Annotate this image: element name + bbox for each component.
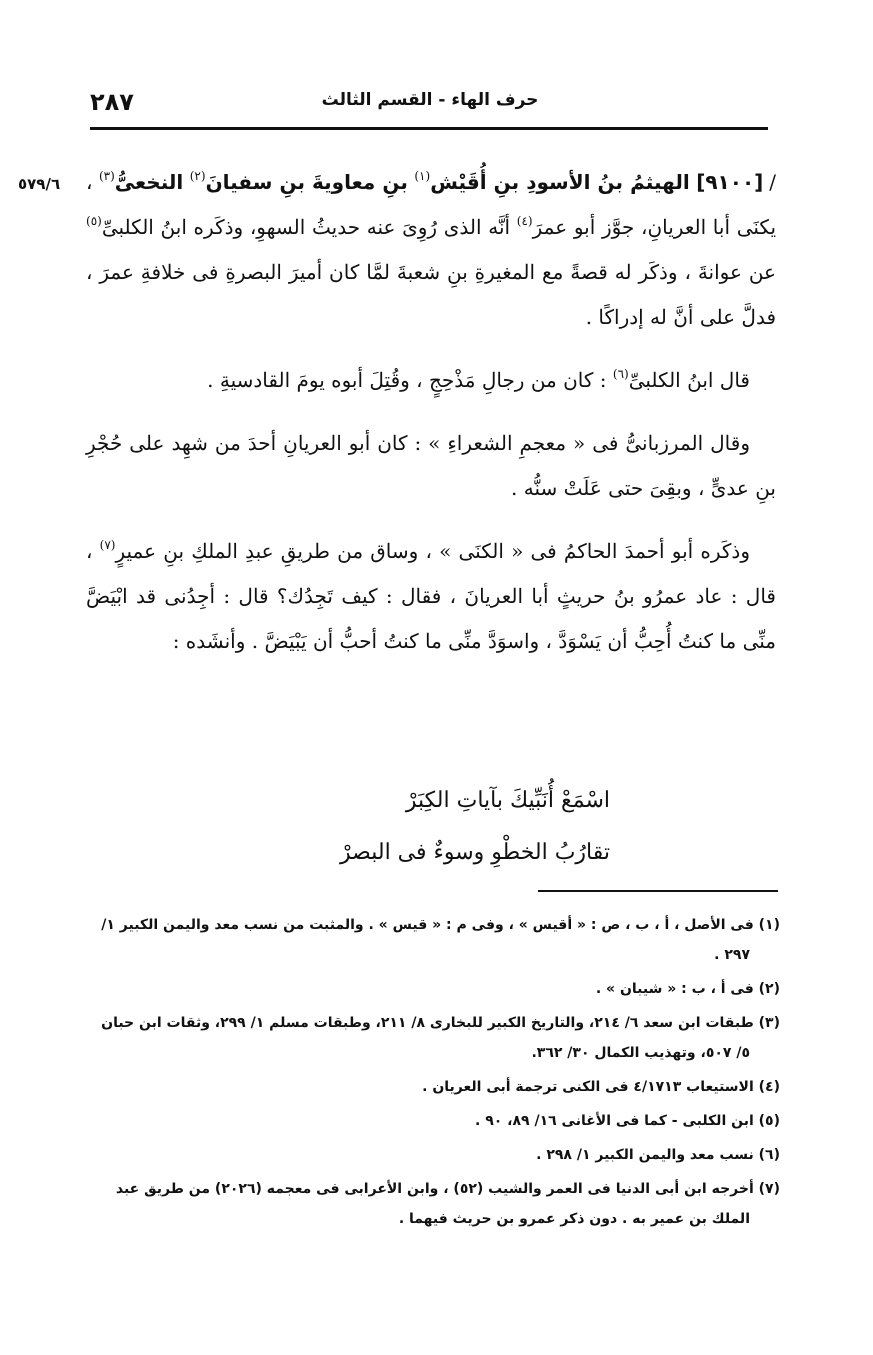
entry-number: [٩١٠٠] — [696, 170, 764, 194]
poem-line: تقارُبُ الخطْوِ وسوءٌ فى البصرْ — [340, 840, 610, 865]
footnote-item: (١) فى الأصل ، أ ، ب ، ص : « أقيس » ، وفى م : « قيس » . والمثبت من نسب معد واليمن الكبير ١/ ٢٩٧ . — [101, 917, 780, 963]
footnote-item: (٣) طبقات ابن سعد ٦/ ٢١٤، والتاريخ الكبير للبخارى ٨/ ٢١١، وطبقات مسلم ١/ ٢٩٩، وثقات ابن حبان ٥/ ٥٠٧، وتهذيب الكمال ٣٠/ ٣٦٢. — [101, 1015, 780, 1061]
entry-text-1: ، يكنَى أبا العريانِ، جوَّز أبو عمرَ — [86, 170, 777, 239]
para4-text-2: ، قال : عاد عمرُو بنُ حريثٍ أبا العريانَ ، فقال : كيف تَجِدُك؟ قال : أجِدُنى قد ابْيَضَّ منِّى ما كنتُ أُحِبُّ أن يَسْوَدَّ ، واسوَدَّ منِّى ما كنتُ أحبُّ أن يَبْيَضَّ . وأنشَده : — [86, 539, 776, 653]
footnote-item: (٤) الاستيعاب ٤/١٧١٣ فى الكنى ترجمة أبى العريان . — [422, 1079, 780, 1095]
entry-text-3: عن عوانةَ ، وذكَر له قصةً مع المغيرةِ بنِ شعبةَ لمَّا كان أميرَ البصرةِ فى خلافةِ عمرَ ، فدلَّ على أنَّ له إدراكًا . — [86, 260, 776, 329]
paragraph-kalbi — [86, 358, 776, 403]
margin-reference: ٥٧٩/٦ — [18, 175, 61, 193]
entry-name-part1: الهيثمُ بنُ الأسودِ بنِ أُقَيْش — [430, 170, 690, 194]
footnote-ref-5[interactable]: (٥) — [86, 214, 102, 228]
poem-line: اسْمَعْ أُنَبِّيكَ بآياتِ الكِبَرْ — [405, 788, 610, 813]
page-break-mark: / — [769, 170, 777, 194]
para4-text-1: وذكَره أبو أحمدَ الحاكمُ فى « الكنَى » ، وساق من طريقِ عبدِ الملكِ بنِ عميرٍ — [115, 539, 750, 563]
footnote-rule — [538, 890, 778, 892]
footnote-ref-3[interactable]: (٣) — [98, 169, 115, 183]
para2-text-1: قال ابنُ الكلبىِّ — [628, 368, 750, 392]
para2-text-2: : كان من رجالِ مَذْحِجٍ ، وقُتِلَ أبوه يومَ القادسيةِ . — [207, 368, 607, 392]
header-rule — [90, 127, 768, 130]
footnotes — [90, 910, 780, 1238]
footnote-item: (٢) فى أ ، ب : « شيبان » . — [595, 981, 780, 997]
entry-paragraph — [86, 160, 776, 340]
footnote-ref-6[interactable]: (٦) — [612, 367, 629, 381]
poem-verses — [250, 775, 610, 879]
main-text — [86, 160, 776, 682]
running-header — [90, 88, 770, 122]
footnote-item: (٦) نسب معد واليمن الكبير ١/ ٢٩٨ . — [536, 1147, 780, 1163]
paragraph-hakim — [86, 529, 776, 664]
footnote-item: (٥) ابن الكلبى - كما فى الأغانى ١٦/ ٨٩، ٩٠ . — [475, 1113, 780, 1129]
footnote-item: (٧) أخرجه ابن أبى الدنيا فى العمر والشيب (٥٢) ، وابن الأعرابى فى معجمه (٢٠٢٦) من طريق عبد الملك بن عمير به . دون ذكر عمرو بن حريث فيهما . — [115, 1181, 780, 1227]
page-number: ٢٨٧ — [90, 88, 134, 116]
footnote-ref-1[interactable]: (١) — [414, 169, 431, 183]
entry-name-part3: النخعىُّ — [114, 170, 184, 194]
footnote-ref-7[interactable]: (٧) — [99, 538, 116, 552]
entry-name-part2: بنِ معاويةَ بنِ سفيانَ — [205, 170, 408, 194]
para3-text: وقال المرزبانىُّ فى « معجمِ الشعراءِ » : كان أبو العريانِ أحدَ من شهِد على حُجْرِ بنِ عدىٍّ ، وبقِىَ حتى عَلَتْ سنُّه . — [86, 431, 776, 500]
running-title: حرف الهاء - القسم الثالث — [321, 90, 539, 110]
paragraph-marzubani — [86, 421, 776, 511]
entry-text-2: أنَّه الذى رُوِىَ عنه حديثُ السهوِ، وذكَره ابنُ الكلبىِّ — [101, 215, 511, 239]
footnote-ref-2[interactable]: (٢) — [189, 169, 206, 183]
footnote-ref-4[interactable]: (٤) — [516, 214, 533, 228]
